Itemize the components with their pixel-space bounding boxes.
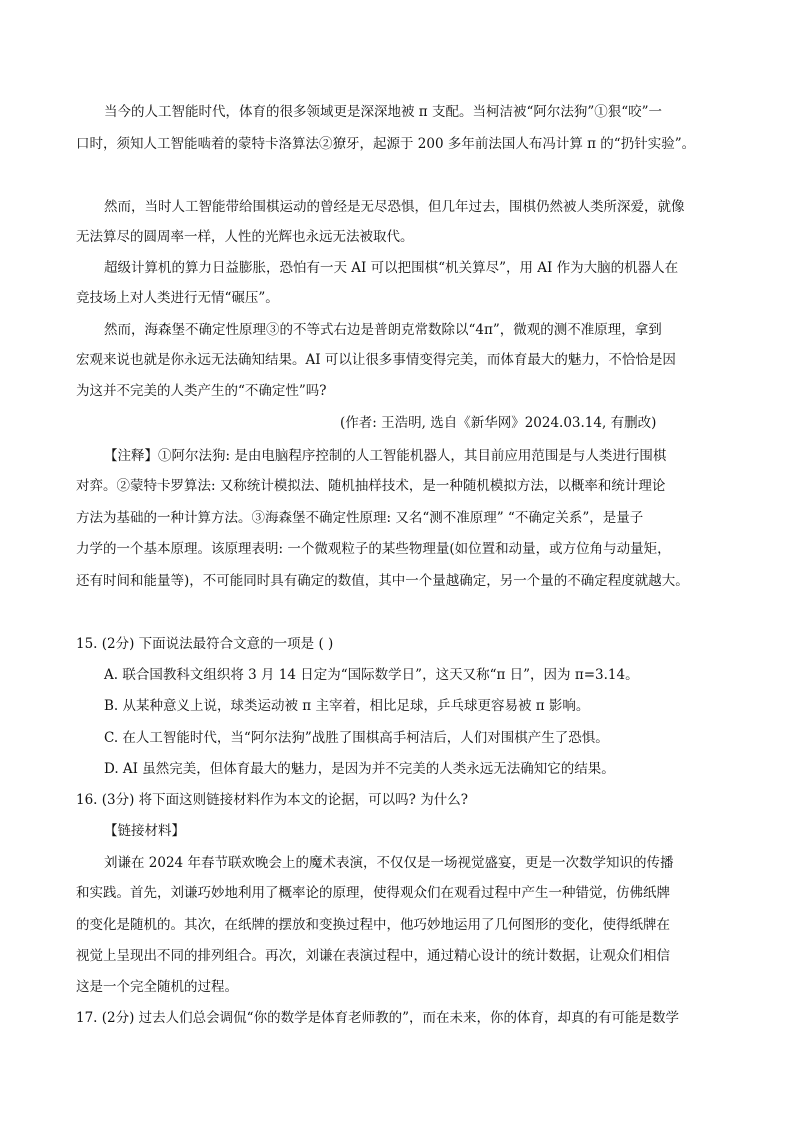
passage-p4-line1: 然而，海森堡不确定性原理③的不等式右边是普朗克常数除以“4π”，微观的测不准原理，拿到 xyxy=(104,322,662,338)
question-16-material-label: 【链接材料】 xyxy=(104,823,185,839)
passage-p1-line2: 口时，须知人工智能啮着的蒙特卡洛算法②獠牙，起源于 200 多年前法国人布冯计算 π 的“扔针实验”。 xyxy=(76,136,696,152)
question-16-material-line4: 视觉上呈现出不同的排列组合。再次，刘谦在表演过程中，通过精心设计的统计数据，让观众们相信 xyxy=(76,948,670,964)
question-17-stem: 17. (2分) 过去人们总会调侃“你的数学是体育老师教的”，而在未来，你的体育，却真的有可能是数学 xyxy=(76,1010,679,1026)
passage-p4-line3: 为这并不完美的人类产生的“不确定性”吗? xyxy=(76,383,327,399)
question-16-stem: 16. (3分) 将下面这则链接材料作为本文的论据，可以吗? 为什么? xyxy=(76,792,468,808)
question-15-stem: 15. (2分) 下面说法最符合文意的一项是 ( ) xyxy=(76,636,334,652)
question-15-option-c: C. 在人工智能时代，当“阿尔法狗”战胜了围棋高手柯洁后，人们对围棋产生了恐惧。 xyxy=(104,730,609,746)
question-15-option-b: B. 从某种意义上说，球类运动被 π 主宰着，相比足球，乒乓球更容易被 π 影响。 xyxy=(104,698,590,714)
question-16-material-line5: 这是一个完全随机的过程。 xyxy=(76,979,238,995)
passage-p2-line1: 然而，当时人工智能带给围棋运动的曾经是无尽恐惧，但几年过去，围棋仍然被人类所深爱，就像 xyxy=(104,199,685,215)
passage-p1-line1: 当今的人工智能时代，体育的很多领域更是深深地被 π 支配。当柯洁被“阿尔法狗”①狠“咬”一 xyxy=(104,104,663,120)
notes-line1: 【注释】①阿尔法狗: 是由电脑程序控制的人工智能机器人，其目前应用范围是与人类进行围棋 xyxy=(104,448,667,464)
passage-source: (作者: 王浩明, 选自《新华网》2024.03.14, 有删改) xyxy=(340,415,657,431)
question-16-material-line2: 和实践。首先，刘谦巧妙地利用了概率论的原理，使得观众们在观看过程中产生一种错觉，仿佛纸牌 xyxy=(76,885,670,901)
question-16-material-line1: 刘谦在 2024 年春节联欢晚会上的魔术表演，不仅仅是一场视觉盛宴，更是一次数学知识的传播 xyxy=(104,855,674,871)
notes-line5: 还有时间和能量等)，不可能同时具有确定的数值，其中一个量越确定，另一个量的不确定程度就越大。 xyxy=(76,573,689,589)
notes-line2: 对弈。②蒙特卡罗算法: 又称统计模拟法、随机抽样技术，是一种随机模拟方法，以概率和统计理论 xyxy=(76,478,666,494)
passage-p3-line2: 竞技场上对人类进行无情“碾压”。 xyxy=(76,290,279,306)
question-15-option-d: D. AI 虽然完美，但体育最大的魅力，是因为并不完美的人类永远无法确知它的结果。 xyxy=(104,761,615,777)
passage-p4-line2: 宏观来说也就是你永远无法确知结果。AI 可以让很多事情变得完美，而体育最大的魅力，不恰恰是因 xyxy=(76,352,676,368)
passage-p2-line2: 无法算尽的圆周率一样，人性的光辉也永远无法被取代。 xyxy=(76,229,414,245)
passage-p3-line1: 超级计算机的算力日益膨胀，恐怕有一天 AI 可以把围棋“机关算尽”，用 AI 作为大脑的机器人在 xyxy=(104,260,679,276)
notes-line3: 方法为基础的一种计算方法。③海森堡不确定性原理: 又名“测不准原理” “不确定关系”，是量子 xyxy=(76,510,644,526)
question-15-option-a: A. 联合国教科文组织将 3 月 14 日定为“国际数学日”，这天又称“π 日”，因为 π=3.14。 xyxy=(104,667,639,683)
notes-line4: 力学的一个基本原理。该原理表明: 一个微观粒子的某些物理量(如位置和动量，或方位角与动量矩， xyxy=(76,541,671,557)
question-16-material-line3: 的变化是随机的。其次，在纸牌的摆放和变换过程中，他巧妙地运用了几何图形的变化，使得纸牌在 xyxy=(76,917,670,933)
